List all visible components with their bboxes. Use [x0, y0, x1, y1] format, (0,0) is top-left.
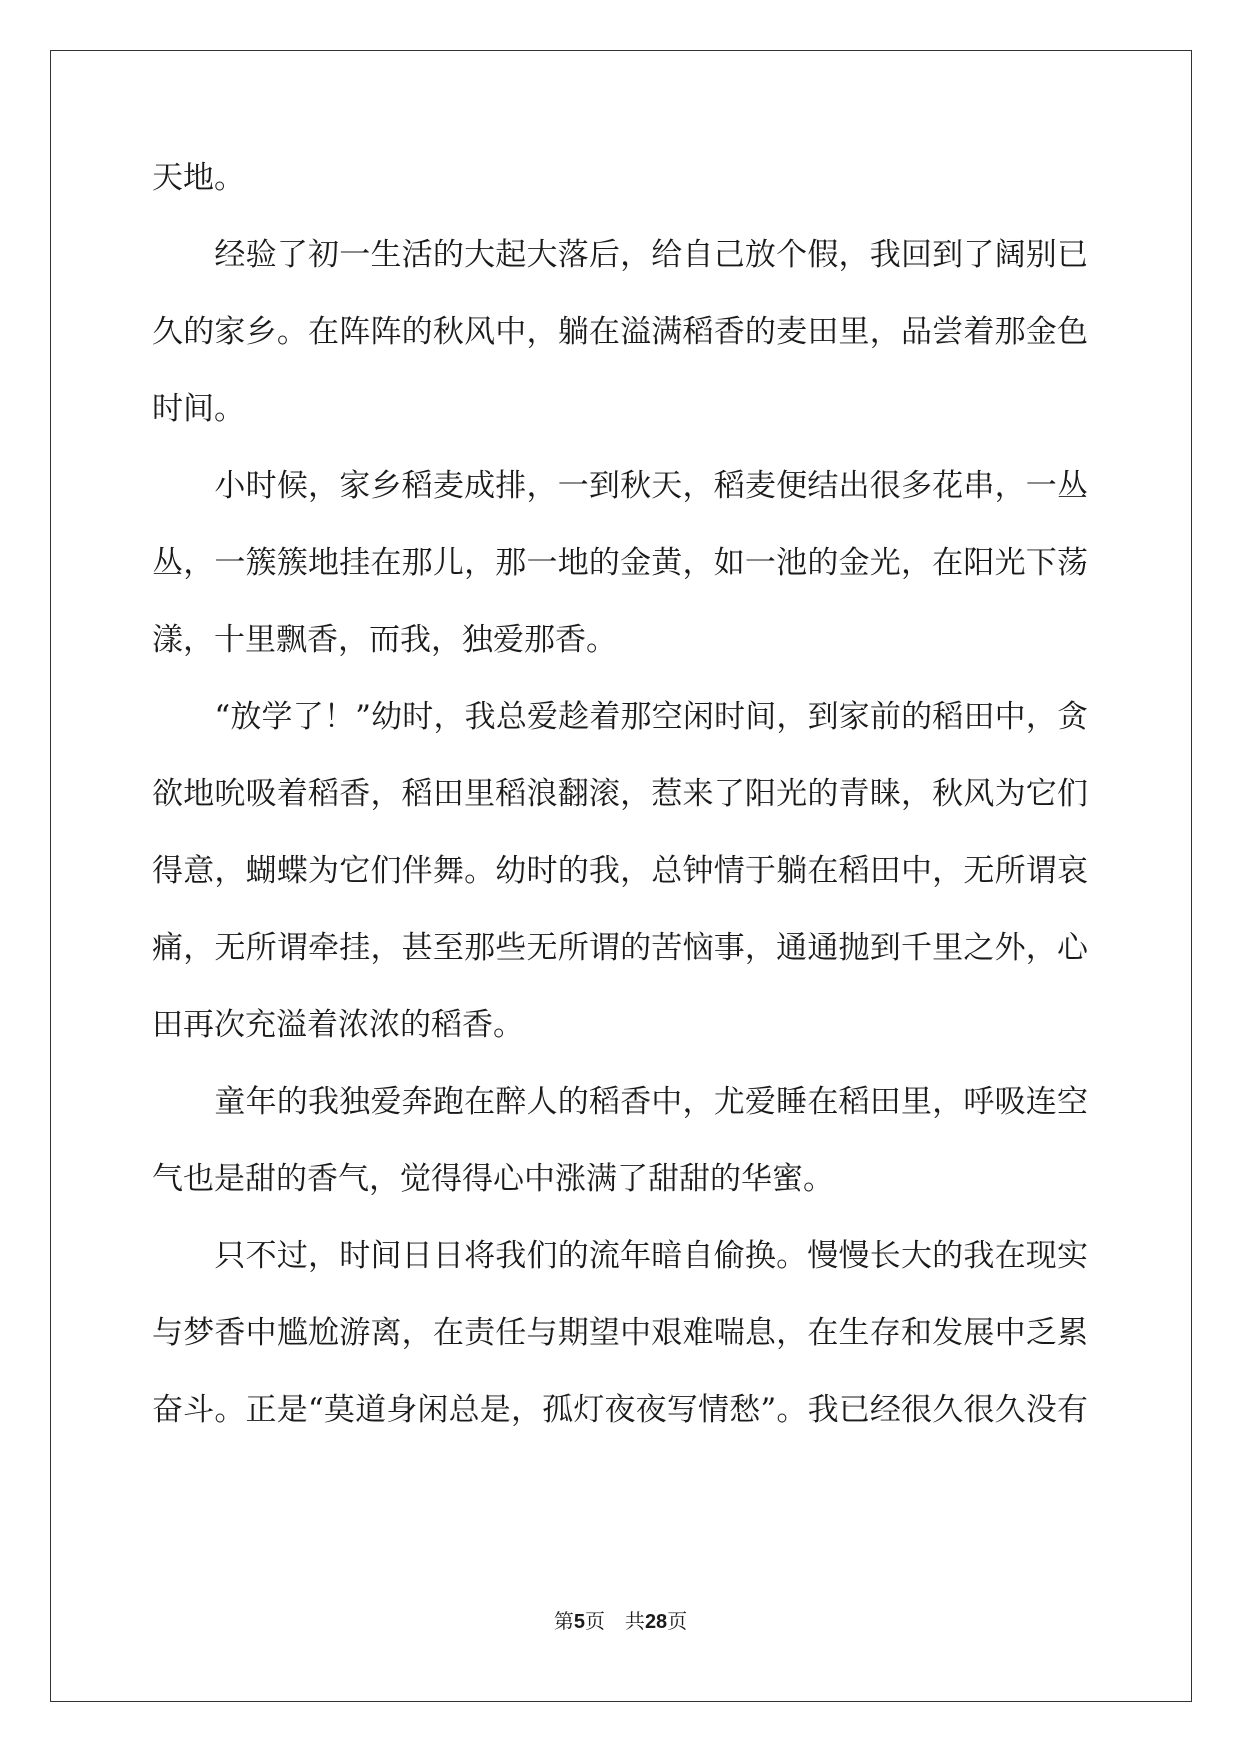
text-line: 小时候，家乡稻麦成排，一到秋天，稻麦便结出很多花串，一丛 [152, 468, 1088, 504]
text-line: 漾，十里飘香，而我，独爱那香。 [152, 622, 617, 658]
current-page-number: 5 [573, 1611, 585, 1633]
text-line: 奋斗。正是“莫道身闲总是，孤灯夜夜写情愁”。我已经很久很久没有 [152, 1392, 1088, 1428]
text-line: 痛，无所谓牵挂，甚至那些无所谓的苦恼事，通通抛到千里之外，心 [152, 930, 1088, 966]
text-line: 丛，一簇簇地挂在那儿，那一地的金黄，如一池的金光，在阳光下荡 [152, 545, 1088, 581]
text-line: 气也是甜的香气，觉得得心中涨满了甜甜的华蜜。 [152, 1161, 834, 1197]
text-line: 童年的我独爱奔跑在醉人的稻香中，尤爱睡在稻田里，呼吸连空 [152, 1084, 1088, 1120]
text-line: 经验了初一生活的大起大落后，给自己放个假，我回到了阔别已 [152, 237, 1088, 273]
footer-prefix: 第 [553, 1609, 574, 1633]
text-line: 久的家乡。在阵阵的秋风中，躺在溢满稻香的麦田里，品尝着那金色 [152, 314, 1088, 350]
total-page-number: 28 [644, 1611, 668, 1633]
text-line: 欲地吮吸着稻香，稻田里稻浪翻滚，惹来了阳光的青睐，秋风为它们 [152, 776, 1088, 812]
footer-total-suffix: 页 [667, 1609, 688, 1633]
document-body [152, 160, 1088, 1469]
text-line: 时间。 [152, 391, 245, 427]
text-line: 与梦香中尴尬游离，在责任与期望中艰难喘息，在生存和发展中乏累 [152, 1315, 1088, 1351]
text-line: 天地。 [152, 160, 245, 196]
text-line: “放学了！”幼时，我总爱趁着那空闲时间，到家前的稻田中，贪 [152, 699, 1088, 735]
text-line: 田再次充溢着浓浓的稻香。 [152, 1007, 524, 1043]
text-line: 只不过，时间日日将我们的流年暗自偷换。慢慢长大的我在现实 [152, 1238, 1088, 1274]
footer-page-suffix: 页 共 [584, 1609, 645, 1633]
text-line: 得意，蝴蝶为它们伴舞。幼时的我，总钟情于躺在稻田中，无所谓哀 [152, 853, 1088, 889]
page-footer [0, 1605, 1241, 1634]
